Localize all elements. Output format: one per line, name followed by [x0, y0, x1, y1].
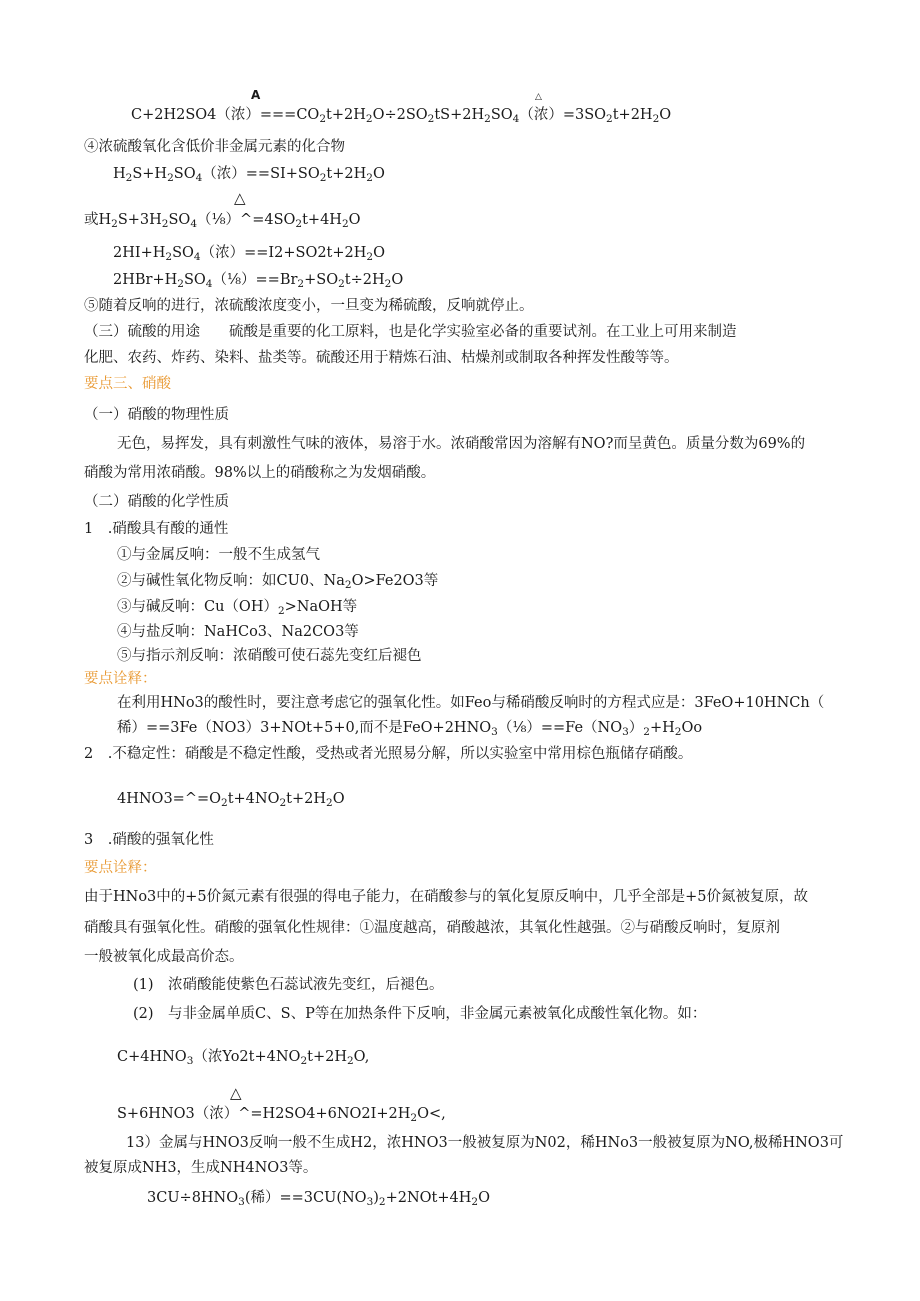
list-item: ③与碱反响：$Cu(OH)_2>NaOH$等: [117, 599, 358, 617]
list-item: ①与金属反响：一般不生成氢气: [117, 547, 320, 563]
equation: 或$H_2S+3H_2SO_4(\frac{1}{8})\^{}=4SO_2t+4H_2O$: [84, 212, 361, 230]
equation: S+6HNO3（浓）$\^{}=H2SO4+6NO2I+2H_2O<$,: [117, 1106, 446, 1124]
list-item: (2) 与非金属单质C、S、P等在加热条件下反响，非金属元素被氧化成酸性氧化物。如：: [133, 1006, 707, 1022]
paragraph: ⑤随着反响的进行，浓硫酸浓度变小，一旦变为稀硫酸，反响就停止。: [84, 298, 534, 314]
list-heading: 3 .硝酸的强氧化性: [84, 832, 214, 848]
list-item: ②与碱性氧化物反响：如CU0、$Na_2O>Fe2O3$等: [117, 573, 439, 591]
subsection-heading: （一）硝酸的物理性质: [84, 407, 229, 423]
paragraph: 由于HNo3中的+5价氮元素有很强的得电子能力，在硝酸参与的氧化复原反响中，几乎全部是+5价氮被复原，故: [84, 889, 809, 905]
equation-carbon-sulfur: C+2H2SO4（浓）$===CO_2t+2H_2O\div 2SO_2tS+2H_2SO_4$（浓）$=3SO_2t+2H_2O$: [131, 107, 672, 125]
equation: $4HNO3=\^{}=O_2t+4NO_2t+2H_2O$: [117, 791, 345, 809]
list-heading: 2 .不稳定性：硝酸是不稳定性酸，受热或者光照易分解，所以实验室中常用棕色瓶储存硝酸。: [84, 746, 693, 762]
list-item: ④与盐反响：NaHCo3、Na2CO3等: [117, 624, 359, 640]
heat-symbol: A: [251, 88, 261, 102]
paragraph: 硝酸具有强氧化性。硝酸的强氧化性规律：①温度越高，硝酸越浓，其氧化性越强。②与硝酸反响时，复原剂: [84, 920, 780, 936]
equation: $2HI+H_2SO_4$（浓）$==I2+SO2t+2H_2O$: [113, 245, 385, 263]
paragraph: 无色，易挥发，具有刺激性气味的液体，易溶于水。浓硝酸常因为溶解有NO?而呈黄色。质量分数为69%的: [117, 436, 806, 452]
paragraph: ④浓硫酸氧化含低价非金属元素的化合物: [84, 139, 345, 155]
paragraph: 被复原成NH3，生成NH4NO3等。: [84, 1160, 318, 1176]
paragraph: 稀）==3Fe（NO3）3+NOt+5+0,而不是$FeO+2HNO_3(\frac{1}{8})==Fe(NO_3)_2+H_2Oo$: [117, 720, 703, 738]
equation: $2HBr+H_2SO_4(\frac{1}{8})==Br_2+SO_2t\div 2H_2O$: [113, 272, 404, 290]
paragraph: 在利用HNo3的酸性时，要注意考虑它的强氧化性。如Feo与稀硝酸反响时的方程式应是：3FeO+10HNCh（: [117, 695, 825, 711]
note-heading: 要点诠释：: [84, 860, 157, 876]
equation: $C+4HNO_3$（浓$Yo2t+4NO_2t+2H_2O$,: [117, 1049, 370, 1067]
list-heading: 1 .硝酸具有酸的通性: [84, 521, 229, 537]
equation: $H_2S+H_2SO_4$（浓）$==SI+SO_2t+2H_2O$: [113, 166, 385, 184]
section-heading: 要点三、硝酸: [84, 376, 171, 392]
paragraph: 一般被氧化成最高价态。: [84, 949, 244, 965]
list-item: ⑤与指示剂反响：浓硝酸可使石蕊先变红后褪色: [117, 648, 422, 664]
equation: $3CU\div 8HNO_3$(稀）$==3CU(NO_3)_2+2NOt+4H_2O$: [147, 1190, 490, 1208]
paragraph: 13）金属与HNO3反响一般不生成H2，浓HNO3一般被复原为N02，稀HNo3一般被复原为NO,极稀HNO3可: [126, 1135, 844, 1151]
heat-symbol: △: [535, 92, 542, 102]
paragraph: （三）硫酸的用途 硫酸是重要的化工原料，也是化学实验室必备的重要试剂。在工业上可用来制造: [84, 324, 737, 340]
paragraph: 硝酸为常用浓硝酸。98%以上的硝酸称之为发烟硝酸。: [84, 465, 436, 481]
heat-symbol: △: [230, 1084, 242, 1102]
note-heading: 要点诠释：: [84, 671, 157, 687]
heat-symbol: △: [234, 189, 246, 207]
list-item: (1) 浓硝酸能使紫色石蕊试液先变红，后褪色。: [133, 977, 444, 993]
subsection-heading: （二）硝酸的化学性质: [84, 494, 229, 510]
paragraph: 化肥、农药、炸药、染料、盐类等。硫酸还用于精炼石油、枯燥剂或制取各种挥发性酸等等。: [84, 350, 679, 366]
